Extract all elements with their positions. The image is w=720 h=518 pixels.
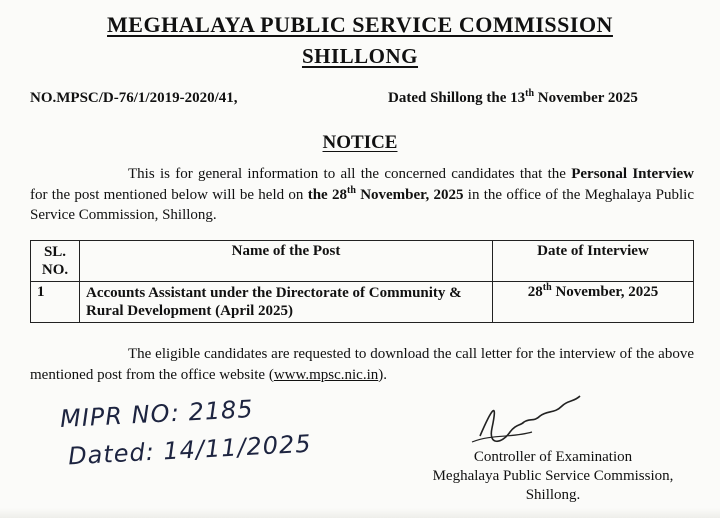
table-header-row [31,241,694,282]
cell-date-sup: th [542,282,552,293]
date-prefix: Dated Shillong the 13 [388,90,526,106]
para1-text-1: This is for general information to all the concerned candidates that the [128,166,572,182]
para1-bold-sup: th [347,184,356,196]
website-link[interactable]: www.mpsc.nic.in [273,366,379,383]
date-sup: th [525,88,535,99]
interview-table [30,240,694,323]
notice-paragraph-1 [30,164,694,226]
signatory-city: Shillong. [525,487,581,503]
header-sl-no: SL. NO. [31,241,80,282]
signature-image [462,388,592,454]
para2-text-2: ). [378,366,388,383]
cell-date-month: November, 2025 [551,284,659,300]
handwritten-date: Dated: 14/11/2025 [67,429,313,471]
organization-city: SHILLONG [301,44,419,68]
signatory-block [408,448,698,505]
header-post-name: Name of the Post [80,241,493,282]
para1-text-3: in the office of the Meghalaya Public Service Commission, Shillong. [30,186,694,223]
header-interview-date: Date of Interview [493,241,694,282]
signatory-title: Controller of Examination [473,449,633,465]
notice-date [388,90,638,107]
para1-bold-date: the 28 [307,186,347,203]
organization-name: MEGHALAYA PUBLIC SERVICE COMMISSION [107,12,613,37]
notice-paragraph-2 [30,344,694,385]
cell-interview-date [493,282,694,323]
table-row [31,282,694,323]
date-suffix: November 2025 [534,90,638,106]
cell-post-name: Accounts Assistant under the Directorate of Community & Rural Development (April 2025) [80,282,493,323]
scan-edge [0,508,720,518]
para1-bold-1: Personal Interview [571,166,694,182]
signatory-organization: Meghalaya Public Service Commission, [432,468,674,484]
para1-text-2: for the post mentioned below will be held on [30,186,308,203]
para1-bold-month: November, 2025 [355,186,464,203]
handwritten-mipr-number: MIPR NO: 2185 [59,394,255,434]
para1-bold-2 [307,184,464,203]
para2-text-1: The eligible candidates are requested to download the call letter for the interview of the above mentioned post from the office website ( [30,346,694,383]
reference-number: NO.MPSC/D-76/1/2019-2020/41, [30,90,238,106]
notice-title: NOTICE [322,132,398,153]
cell-sl-no: 1 [31,282,80,323]
cell-date-day: 28 [527,284,543,300]
